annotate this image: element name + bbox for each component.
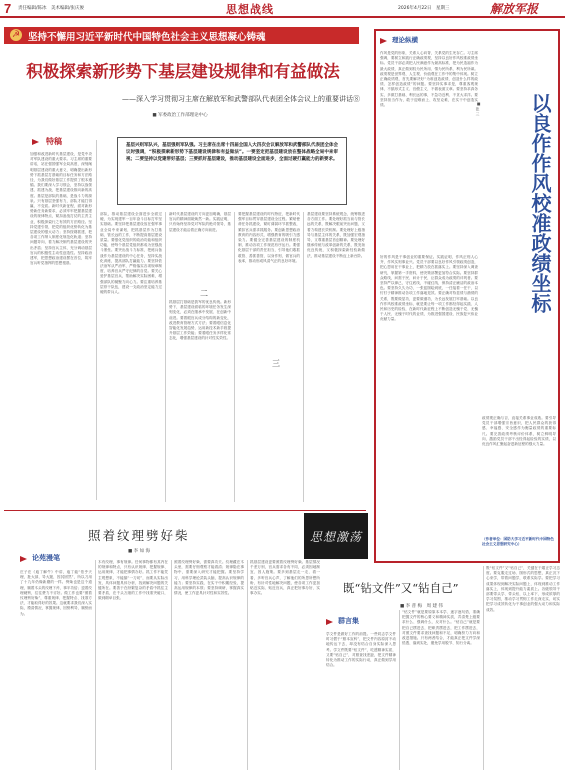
seal-text: 思想激荡 <box>309 529 362 544</box>
lead-title: 积极探索新形势下基层建设规律和有益做法 <box>26 62 340 81</box>
bottom-article-author: ■ 李 普 梅 周 建 伟 <box>400 604 443 609</box>
essay-body-col4: 抓基层建设更要照着纹理劈好柴。基层情况千差万别，官兵需求各有不同，必须因地制宜、因人施策。要多到基层走一走、看一看，多听官兵心声，了解他们的所思所想所盼，有针对性地解决问题，使各项工作更加贴近实际、贴近官兵，真正把好事办好、实事办实。 <box>250 560 320 596</box>
theory-body-col3: 政绩观正确与否，直接关系事业成败。要引导党员干部增强宗旨意识，把人民群众的获得感、幸福感、安全感作为衡量政绩的重要标尺。要完善政绩考核评价体系，树立鲜明导向，激励党员干部干出经得起检验的实绩，以优良作风汇聚起奋进新征程的强大力量。 <box>482 416 556 447</box>
lead-subtitle: ——深入学习贯彻习主席在解放军和武警部队代表团全体会议上的重要讲话⑧ <box>122 95 360 103</box>
bottom-body-col2: “钻文件”就是要原原本本学、逐字逐句悟，准确把握文件的核心要义和精神实质，弄清楚上级要求什么、强调什么、反对什么。“钻自己”就是要把自己摆进去，把职责摆进去，把工作摆进去，对照文件要求查找问题和不足，明确努力方向和改进措施。只有两者结合，才能真正把文件学深悟透、落到实处，避免学用脱节、知行分离。 <box>402 610 480 646</box>
bottom-body-col1: 学文件是做好工作的前提。一些同志学文件时习惯于“照本宣科”，把文件内容原封不动地传达下去，却没有结合自身实际深入思考。学文件既要“钻文件”，吃透精神实质，又要“钻自己”，对照查找差距，把文件精神转化为推动工作的实际行动，真正做到学用结合。 <box>326 632 396 668</box>
calligraphy-seal-image <box>304 513 368 559</box>
newspaper-logo: 解放军报 <box>490 2 539 16</box>
editors-line: 责任编辑/陈冰 美术编辑/张庆俊 <box>18 6 85 11</box>
theory-tag <box>380 35 470 47</box>
column-arrow-icon <box>32 139 39 145</box>
theory-body-col1: 作风是党的形象，关系人心向背，关系党的生死存亡。习主席强调，要树立和践行正确政绩观，坚持以良好作风校准政绩坐标。党员干部必须把人民满意作为最高标准，把为民造福作为最大政绩，真正做到权为民所用、情为民所系、利为民所谋。政绩观是世界观、人生观、价值观在工作中的集中体现。树立正确政绩观，首先要解决好“为谁创造政绩、创造什么样的政绩、怎样创造政绩”的问题。要坚持实事求是，尊重客观规律，不搞形式主义、官僚主义，不做表面文章。要坚持求真务实，多做打基础、利长远的事，不急功近利、不贪大求洋。要坚持担当作为，敢于迎难而上、攻坚克难，在实干中创造实绩。 <box>380 51 478 108</box>
theory-box <box>374 29 560 563</box>
column-tag-label: 特稿 <box>46 136 62 146</box>
section-name: 思想战线 <box>226 3 274 16</box>
section-numeral-three: 三 <box>272 359 280 368</box>
essay-arrow-icon <box>20 556 27 562</box>
essay-body-col2: 木有纹理，事有规律。任何事物都有其内在的规律和特点，只有认识规律、把握规律、运用规律，才能把事情办好。抓工作不能凭主观想象，不能搞“一刀切”，而要从实际出发，具体问题具体分析，找到解决问题的关键所在。要善于在纷繁复杂的矛盾中抓住主要矛盾，在千头万绪的工作中找准突破口，做到纲举目张。 <box>98 560 168 601</box>
bottom-tag-label: 群言集 <box>338 616 359 625</box>
lead-body-col1: 加强和改进新时代基层建设，是党中央对军队建设的重大要求。习主席的重要讲话，站在强国强军全局高度，深刻阐明基层建设的重大意义，明确提出新形势下抓基层打基础的目标任务和方法路径，为我们做好基层工作提供了根本遵循。我们要深入学习领会，坚持以战领建、抓建为战，把基层建设推向新的高度。基层是部队的基础，是战斗力的源泉。只有基层坚强有力，部队才能打得赢、不变质。新时代新征程，面对新形势新任务新要求，必须牢牢把握基层建设的规律特点，紧扣备战打仗的主责主业，积极探索行之有效的方法路径。坚持党建引领，把党的组织优势转化为基层建设的强大动力；坚持按纲抓建，把各项工作纳入制度化规范化轨道；坚持问题导向，着力解决制约基层建设的突出矛盾；坚持官兵主体，充分调动基层官兵的积极性主动性创造性。坚持政治建军，把思想政治建设摆在首位，筑牢官兵听党指挥的思想根基。 <box>30 152 92 266</box>
lead-body-col3b: 抓基层打基础是我军的优良传统。新形势下，基层建设面临的环境任务发生深刻变化，必须在继承中发展、在创新中前进。要着眼官兵成分结构的新变化，改进教育管理方式方法；要着眼信息化智能化发展趋势，运用新技术新手段提升基层工作效能；要着眼任务多样化常态化，增强基层建设的针对性实效性。 <box>169 300 231 341</box>
essay-column-tag <box>20 553 100 565</box>
bottom-arrow-icon <box>326 619 333 625</box>
essay-tag-label: 论苑漫笔 <box>32 553 60 562</box>
theory-footer: （作者单位：国防大学习近平新时代中国特色社会主义思想研究中心） <box>482 537 554 546</box>
issue-date: 2026年4月22日 星期三 <box>398 6 450 11</box>
special-column-tag <box>32 136 92 148</box>
left-banner <box>4 27 359 44</box>
essay-title: 照着纹理劈好柴 <box>88 528 190 543</box>
lead-body-col3: 新时代基层建设的方向更加明确，基层官兵的精神面貌焕然一新。实践证明，只有始终坚持党对军队的绝对领导，基层建设才能沿着正确方向前进。 <box>169 212 231 232</box>
banner-text: 坚持不懈用习近平新时代中国特色社会主义思想凝心铸魂 <box>28 32 266 43</box>
section-numeral-two: 二 <box>200 289 208 298</box>
lead-author: ■ 军委政治工作部理论中心 <box>152 113 208 118</box>
essay-body-col3: 照着纹理劈好柴，需要真功夫。纹理藏在木头里，需要仔细观察才能看清；规律隐在事物中，需要深入研究才能把握。要坚持学习，用科学理论武装头脑，提高认识规律的能力；要坚持实践，在实干中积累经验，提高运用规律的本领；要坚持调研，掌握真实情况，使工作更具针对性和实效性。 <box>174 560 244 596</box>
theory-author: ■ 张 三 <box>476 101 481 117</box>
theory-arrow-icon <box>380 38 387 44</box>
masthead-rule <box>0 16 565 18</box>
essay-author: ■ 李 如 海 <box>128 549 151 554</box>
bottom-body-col3: 既“钻文件”又“钻自己”，关键在于端正学习态度。要克服走过场、图形式的思想，真正沉下心来学，带着问题学，联系实际学。要把学习成果体现到解决实际问题上，体现到推动工作落实上，体现到提升能力素质上。各级领导干部要带头学、带头钻，以上率下，形成浓厚的学习氛围，推动学习贯彻工作走深走实，切实把学习成效转化为干事创业的强大动力和实际成效。 <box>486 566 560 612</box>
pullquote-box <box>117 137 347 205</box>
lead-body-col3c <box>100 505 295 506</box>
lead-body-col2: 部队，推动基层建设全面进步全面过硬，为实现建军一百年奋斗目标打牢坚实基础。要坚持把基层建设放在强军事业全局中来谋划，把抓基层作为打基础、管长远的工作，不断提高基层建设质量。要强化党组织的政治功能和组织功能，使每个基层党组织都成为坚强战斗堡垒。要突出战斗力标准，把练兵备战作为基层建设的中心任务，坚持实战化训练，提高部队打赢能力。要坚持依法治军从严治军，严格落实各项规章制度，培养官兵严守纪律的自觉。要关心爱护基层官兵，帮助解决实际困难，增强部队的凝聚力向心力。要注重培养基层骨干队伍，建设一支政治坚定能力过硬的带兵人。 <box>100 212 162 295</box>
left-section-divider <box>4 510 366 511</box>
vertical-title <box>500 93 552 313</box>
bottom-column-tag <box>326 616 396 628</box>
theory-tag-label: 理论纵横 <box>392 36 418 44</box>
page-number: 7 <box>4 1 12 16</box>
theory-body-col2: 好的作风是干事创业的重要保证。实践证明，作风正则人心齐，作风实则事业兴。党员干部要以良好作风引领政绩创造，把心思用在干事业上，把精力放在抓落实上。要坚持深入调查研究，掌握第一手资料，使决策部署更加符合实际。要坚持群众路线，问需于民、问计于民，让群众成为政绩的评判者。要坚持严以律己，守住底线，不碰红线，保持清正廉洁的政治本色。要坚持久久为功，一张蓝图绘到底，一任接着一任干，以钉钉子精神推动各项工作落地见效。要正确对待显绩与潜绩的关系，既要做显功，更要做潜功，为长远发展打牢基础。以良作作风校准政绩坐标，就是要让每一项工作都经得起实践、人民和历史的检验，在新时代新征程上不断创造无愧于党、无愧于人民、无愧于时代的业绩，为推进强国建设、民族复兴伟业贡献力量。 <box>380 255 478 322</box>
essay-body-col1: 庄子在《庖丁解牛》中讲，庖丁能“依乎天理，批大郤，导大窾，因其固然”，所以刀用了十九年仍像新磨的一样。劈柴也是这个道理，顺着木头的纹理下斧，事半功倍；逆着纹理硬劈，往往费力不讨好。做工作也要“照着纹理劈好柴”，尊重规律、把握特点、找准方法，才能取得好的效果。这就要求我们深入实际，摸清情况，掌握规律，因势利导，顺势而为。 <box>20 570 92 616</box>
vertical-title-text: 以良作作风校准政绩坐标 <box>528 93 552 313</box>
bottom-article-title: 既“钻文件”又“钻自己” <box>343 581 459 595</box>
lead-body-col5: 基层建设要坚持系统观念，统筹推进各方面工作。要处理好抓当前与管长远的关系，既解决眼前突出问题，又着力构建长效机制。要处理好上级指导与基层主体的关系，既加强宏观指导，又尊重基层首创精神。要处理好继承传统与改革创新的关系，既发扬优良传统，又积极探索新经验新做法，推动基层建设不断迈上新台阶。 <box>307 212 365 258</box>
lead-body-col4: 要把握基层建设的时代特征，把新时代强军目标贯穿基层建设全过程。紧贴使命任务抓建设，紧盯薄弱环节抓整改，紧扣官兵需求抓服务。要创新思想政治教育的内容形式，增强教育的吸引力感染力。要健全完善基层建设的制度机制，推动各项工作规范有序运行。要强化基层干部的责任担当，引导他们敢抓敢管、善抓善管，以身作则，做官兵的表率，推动形成风清气正的良好环境。 <box>238 212 300 263</box>
pullquote-text: 基层兴则军队兴，基层强则军队强。习主席在出席十四届全国人大四次会议解放军和武警部队代表团全体会议时强调，“积极探索新形势下基层建设规律和有益做法”。一要坚定把基层建设放在整体战略全局中来审视；二要坚持以党建带好基层；三要抓好基层建设，推动基层建设全面进步，全面过硬打赢能力的新要求。 <box>126 143 338 162</box>
party-emblem-icon: ☭ <box>11 30 21 40</box>
